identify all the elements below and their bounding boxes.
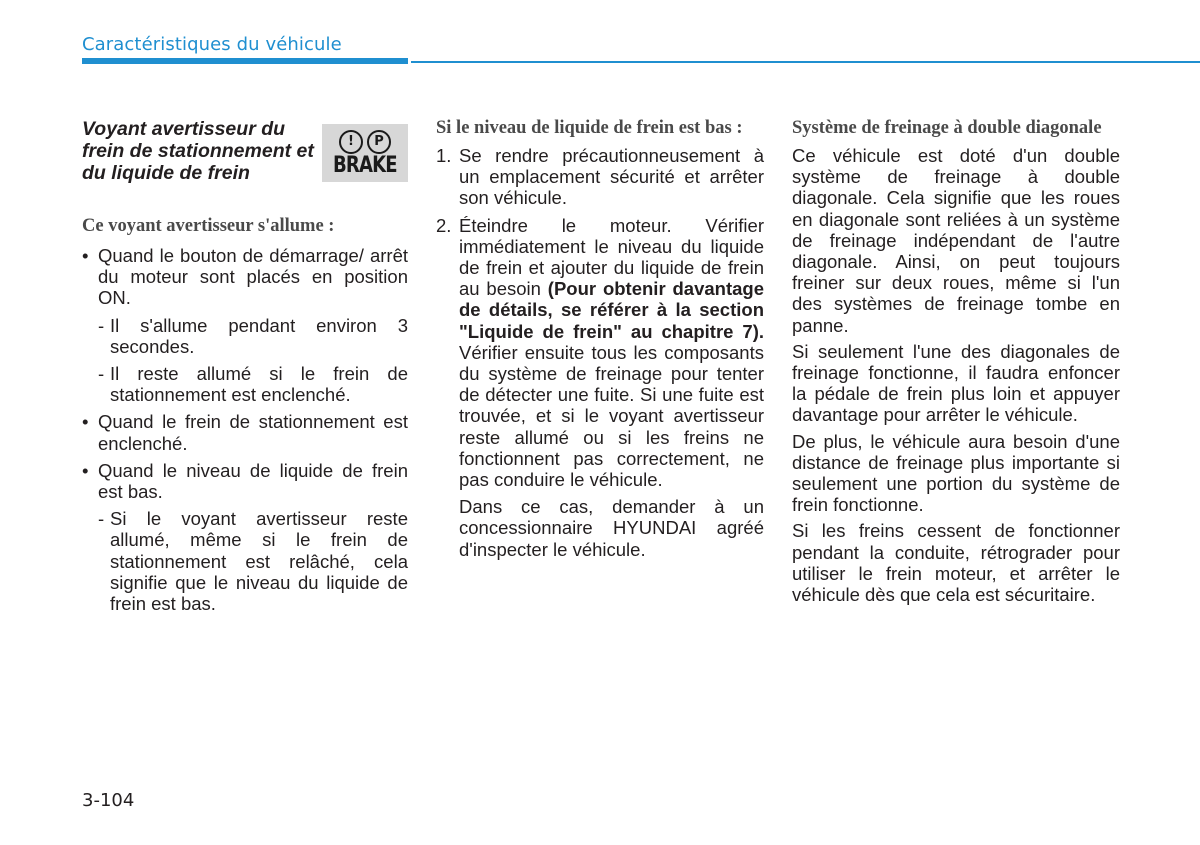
header-rule-thick	[82, 58, 408, 64]
sub-list-text: Il reste allumé si le frein de stationnement est enclenché.	[110, 363, 408, 406]
sub-list-text: Si le voyant avertisseur reste allumé, même si le frein de stationnement est relâché, cela signifie que le niveau du liquide de frein est bas.	[110, 508, 408, 615]
column-middle	[436, 118, 764, 565]
step-text: Vérifier ensuite tous les composants du système de freinage pour tenter de détecter une fuite. Si une fuite est trouvée, et si le voyant avertisseur reste allumé ou si les freins ne fonctionnent pas correctement, ne pas conduire le véhicule.	[459, 341, 764, 491]
sub-list-item: - Il reste allumé si le frein de stationnement est enclenché.	[98, 363, 408, 406]
exclamation-circle-icon: !	[339, 130, 363, 154]
sub-list-item: - Si le voyant avertisseur reste allumé, même si le frein de stationnement est relâché, cela signifie que le niveau du liquide de frein est bas.	[98, 508, 408, 615]
brake-symbols	[339, 130, 391, 154]
step-text-bold: (Pour obtenir davantage de détails, se référer à la section "Liquide de frein" au chapitre 7).	[459, 278, 764, 342]
list-item: • Quand le niveau de liquide de frein est bas.	[82, 460, 408, 502]
subheading-lights-on: Ce voyant avertisseur s'allume :	[82, 216, 335, 236]
paragraph: De plus, le véhicule aura besoin d'une distance de freinage plus importante si seulement une portion du système de frein fonctionne.	[792, 430, 1120, 516]
paragraph: Si seulement l'une des diagonales de freinage fonctionne, il faudra enfoncer la pédale de frein plus loin et appuyer davantage pour arrêter le véhicule.	[792, 340, 1120, 426]
column-left	[82, 118, 408, 620]
paragraph: Ce véhicule est doté d'un double système de freinage à double diagonale. Cela signifie que les roues en diagonale sont reliées à un système de freinage indépendant de l'autre diagonale. Ainsi, on peut toujours freiner sur deux roues, même si l'un des systèmes de freinage tombe en panne.	[792, 145, 1120, 336]
section-title: Caractéristiques du véhicule	[82, 34, 342, 55]
paragraph: Si les freins cessent de fonctionner pendant la conduite, rétrograder pour utiliser le frein moteur, et arrêter le véhicule dès que cela est sécuritaire.	[792, 520, 1120, 606]
sub-list-item: - Il s'allume pendant environ 3 secondes.	[98, 314, 408, 357]
subheading-dual-diagonal: Système de freinage à double diagonale	[792, 118, 1102, 138]
sub-list-text: Il s'allume pendant environ 3 secondes.	[110, 314, 408, 357]
step-text: Se rendre précautionneusement à un emplacement sécurité et arrêter son véhicule.	[459, 145, 764, 209]
numbered-step	[436, 145, 764, 209]
brake-warning-icon	[322, 124, 408, 182]
page-number: 3-104	[82, 790, 135, 811]
step-number: 2.	[436, 214, 452, 236]
parking-circle-icon: P	[367, 130, 391, 154]
step-note: Dans ce cas, demander à un concessionnaire HYUNDAI agréé d'inspecter le véhicule.	[459, 496, 764, 560]
brake-label: BRAKE	[333, 152, 397, 178]
warning-title-block	[82, 118, 408, 194]
list-item: • Quand le bouton de démarrage/ arrêt du moteur sont placés en position ON.	[82, 245, 408, 309]
header-rule-thin	[411, 61, 1200, 63]
column-right	[792, 118, 1120, 610]
step-text: Éteindre le moteur. Vérifier immédiatement le niveau du liquide de frein et ajouter du liquide de frein au besoin	[459, 214, 764, 300]
step-number: 1.	[436, 145, 452, 166]
numbered-step	[436, 215, 764, 491]
list-item: • Quand le frein de stationnement est enclenché.	[82, 411, 408, 453]
subheading-low-fluid: Si le niveau de liquide de frein est bas :	[436, 118, 743, 138]
warning-light-title: Voyant avertisseur du frein de stationnement et du liquide de frein	[82, 118, 314, 184]
